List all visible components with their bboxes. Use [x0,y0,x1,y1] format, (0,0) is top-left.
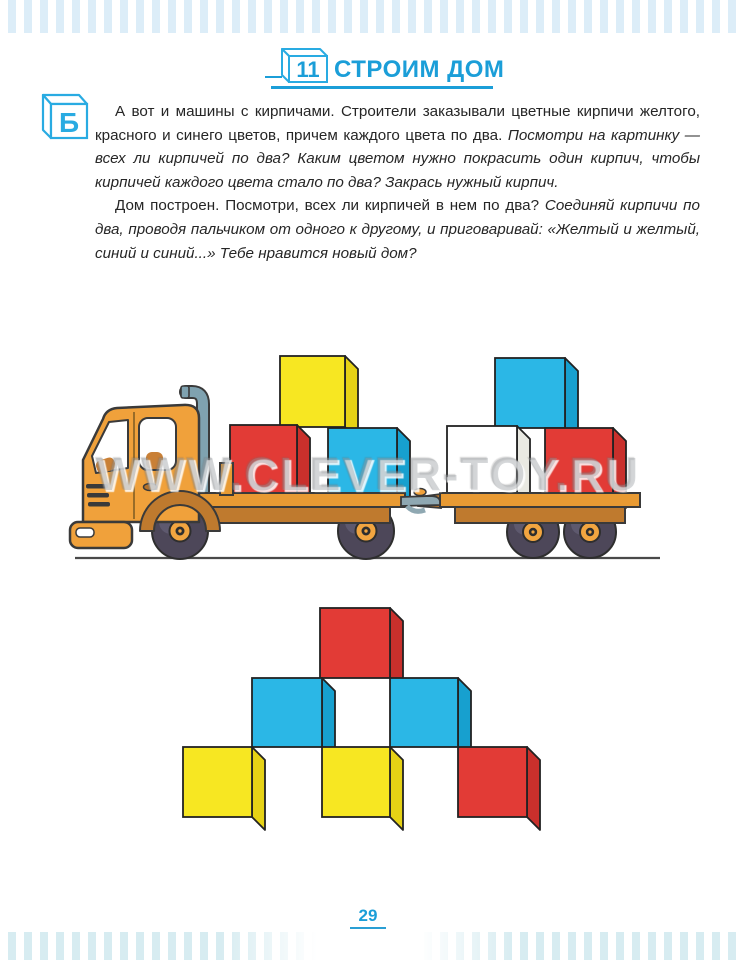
grille-line [86,484,108,489]
yellow-cube [280,356,345,427]
blue-cube [252,678,322,747]
blue-cube [495,358,565,428]
red-cube-side [527,747,540,830]
paragraph-2-normal: Дом построен. Посмотри, всех ли кирпичей в нем по два? [115,197,545,215]
white-cube [447,426,517,495]
bed-front-rail [220,463,233,495]
trailer-platform [440,493,640,507]
blue-cube [328,428,397,495]
front-bumper [70,522,132,548]
instructions-text [95,100,700,265]
lesson-number: 11 [296,57,320,82]
lesson-number-cube-icon [276,47,332,85]
page-number: 29 [350,906,387,929]
red-cube [458,747,527,817]
bottom-stripe-band [0,932,736,960]
trailer-chassis [455,507,625,523]
section-letter: Б [58,107,80,138]
paragraph-1 [95,100,700,194]
watermark: WWW.CLEVER-TOY.RU [95,448,641,500]
page-footer [0,906,736,929]
page-title: СТРОИМ ДОМ [334,56,505,83]
grille-line [88,502,110,507]
grille-line [87,493,109,498]
yellow-cube [183,747,252,817]
yellow-cube-side [252,747,265,830]
house-cubes [183,608,540,830]
cab-seat [146,452,163,469]
red-cube [545,428,613,495]
paragraph-2-italic: Соединяй кирпичи по два, проводя пальчиком от одного к другому, и приговаривай: «Желтый и желтый, синий и синий...» Тебе нравится новый дом? [95,197,700,262]
paragraph-2 [95,194,700,265]
cube-house-illustration [175,600,560,845]
red-cube [230,425,297,495]
section-letter-cube-icon [40,92,92,142]
paragraph-1-italic: Посмотри на картинку — всех ли кирпичей по два? Каким цветом нужно покрасить один кирпич, чтобы кирпичей каждого цвета стало по два? Закрась нужный кирпич. [95,126,700,191]
yellow-cube [322,747,390,817]
door-handle [144,484,157,491]
paragraph-1-normal: А вот и машины с кирпичами. Строители заказывали цветные кирпичи желтого, красного и синего цветов, причем каждого цвета по два. [95,103,700,144]
blue-cube [390,678,458,747]
truck-with-bricks-illustration [50,283,680,568]
title-underline [271,86,493,89]
red-cube [320,608,390,678]
top-stripe-band [0,0,736,33]
yellow-cube-side [390,747,403,830]
trailer-cubes [447,358,626,508]
truck-bed-cubes [230,356,410,508]
